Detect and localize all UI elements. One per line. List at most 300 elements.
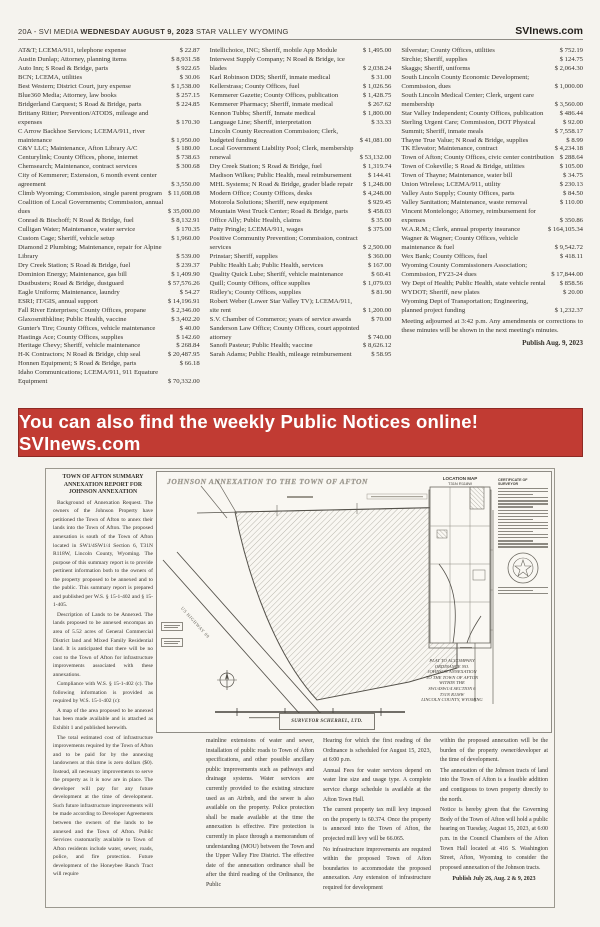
expense-amount: $ 1,200.00 <box>362 306 392 314</box>
expense-description: Town of Thayne; Maintenance, water bill <box>401 172 513 180</box>
page-edition-line <box>18 27 289 36</box>
expense-description: Bridgerland Carquest; S Road & Bridge, parts <box>18 100 142 108</box>
expense-description: Karl Robinson DDS; Sheriff, inmate medical <box>209 73 331 81</box>
expense-entry <box>210 351 392 360</box>
expense-amount: $ 4,234.18 <box>554 145 584 153</box>
expense-entry <box>401 262 583 280</box>
plat-caption-lines <box>409 658 495 703</box>
expense-entry <box>401 172 583 181</box>
region-label: STAR VALLEY WYOMING <box>193 27 289 36</box>
expense-amount: $ 70,332.00 <box>167 378 200 386</box>
expense-column-3 <box>401 47 583 403</box>
notice-col3-paragraphs <box>323 737 431 894</box>
expense-entry <box>401 128 583 137</box>
expense-description: W.A.R.M.; Clerk, annual property insurance <box>401 226 521 234</box>
paragraph: Annual Fees for water services depend on water line size and usage type. A complete service charge schedule is available at the Afton Town Hall. <box>323 767 431 803</box>
expense-description: Fall River Enterprises; County Offices, propane <box>18 306 147 314</box>
expense-description: Eagle Uniform; Maintenance, laundry <box>18 288 120 296</box>
expense-amount: $ 110.00 <box>559 199 584 207</box>
expense-entry <box>401 298 583 316</box>
expense-description: South Lincoln County Economic Development; Commission, dues <box>401 73 530 90</box>
expense-entry <box>401 280 583 289</box>
expense-description: Local Government Liability Pool; Clerk, membership renewal <box>209 145 354 162</box>
expense-entry <box>210 101 392 110</box>
expense-description: Hastings Ace; County Offices, supplies <box>18 333 124 341</box>
expense-entry <box>18 316 200 325</box>
expense-description: Heritage Chevy; Sheriff, vehicle maintenance <box>18 342 141 350</box>
expense-description: MHL Systems; N Road & Bridge, grader blade repair <box>209 181 353 189</box>
expense-description: Union Wireless; LCEMA/911, utility <box>401 181 501 189</box>
expense-description: Wagner & Wagner; County Offices, vehicle maintenance & fuel <box>401 235 519 251</box>
paragraph: A map of the area proposed to be annexed has been made available and is attached as Exhibit 1 and published herewith. <box>53 707 153 731</box>
website-link[interactable]: SVInews.com <box>515 25 583 37</box>
expense-entry <box>18 325 200 334</box>
paragraph: SW1/4SW1/4 SECTION 6 <box>428 685 476 691</box>
expense-description: Robert Weber (Lower Star Valley TV); LCEMA/911, site rent <box>209 297 353 314</box>
expense-description: Brittany Ritter; Prevention/ATODS, mileage and expenses <box>18 109 149 126</box>
expense-description: Valley Sanitation; Maintenance, waste removal <box>401 199 528 207</box>
paragraph: LINCOLN COUNTY, WYOMING <box>421 697 483 703</box>
banner-text: You can also find the weekly Public Notices online! SVInews.com <box>19 410 479 454</box>
expense-amount: $ 360.00 <box>367 252 392 260</box>
expense-description: City of Kemmerer; Extension, 6 month event center agreement <box>18 172 157 189</box>
expense-amount: $ 3,402.20 <box>171 315 200 323</box>
expense-description: South Lincoln Medical Center; Clerk, urgent care membership <box>401 91 535 108</box>
expense-description: Town of Afton; County Offices, civic center contribution <box>401 154 554 162</box>
expense-entry <box>401 65 583 74</box>
expense-description: Culligan Water; Maintenance, water service <box>18 226 136 234</box>
expense-amount: $ 22.87 <box>179 47 200 54</box>
expense-description: Quality Quick Lube; Sheriff, vehicle maintenance <box>209 270 344 278</box>
expense-description: Glaxosmithkline; Public Health, vaccine <box>18 315 127 323</box>
expense-entry <box>18 226 200 235</box>
paragraph: PLAT TO ACCOMPANY <box>429 658 475 663</box>
expense-description: Wex Bank; County Offices, fuel <box>401 252 488 260</box>
expense-amount: $ 2,346.00 <box>171 306 200 314</box>
expense-description: Modern Office; County Offices, desks <box>209 190 313 198</box>
expense-amount: $ 1,026.56 <box>362 82 392 90</box>
expense-description: Kemmerer Pharmacy; Sheriff, inmate medical <box>209 100 334 108</box>
expense-description: C Arrow Backhoe Services; LCEMA/911, river maintenance <box>18 127 146 144</box>
paragraph: mainline extensions of water and sewer, installation of public roads to Town of Afton specifications, and other possible ancillary public improvements such as pathways and drainage systems. Water services are currently provided to the existing structure used as an Airbnb, and the sewer is also available on the property. Police protection shall be made available at the time the annexation is effective. Fire protection is currently in place through a memorandum of understanding (MOU) between the Town and the Upper Valley Fire District. The effective date of the annexation ordinance shall be after the third reading of the Ordinance, the Public <box>206 738 314 888</box>
expense-amount: $ 17,844.00 <box>551 270 584 278</box>
notice-bottom-columns <box>206 737 548 899</box>
expense-entry <box>210 208 392 217</box>
expense-entry <box>18 199 200 217</box>
expense-description: Sanderson Law Office; County Offices, court appointed attorney <box>209 324 360 341</box>
expense-amount: $ 1,000.00 <box>554 82 584 90</box>
expense-entry <box>18 56 200 65</box>
expense-entry <box>401 190 583 199</box>
expense-description: Best Western; District Court, jury expense <box>18 82 132 90</box>
expense-entry <box>210 253 392 262</box>
expense-description: Thayne True Value; N Road & Bridge, supplies <box>401 136 529 144</box>
expense-amount: $ 740.00 <box>367 333 392 341</box>
expense-description: ESRI; IT/GIS, annual support <box>18 297 98 305</box>
expense-entry <box>210 235 392 253</box>
paragraph: T31N R118W <box>439 691 465 697</box>
expense-entry <box>401 208 583 226</box>
expense-amount: $ 70.00 <box>371 315 392 323</box>
notice-col4-paragraphs <box>440 737 548 873</box>
expense-amount: $ 8,132.91 <box>171 217 200 225</box>
expense-entry <box>18 92 200 101</box>
expense-entry <box>18 351 200 360</box>
expense-amount: $ 738.63 <box>176 154 200 162</box>
expense-amount: $ 142.60 <box>176 333 200 341</box>
expense-entry <box>18 289 200 298</box>
expense-entry <box>18 298 200 307</box>
expense-description: Dry Creek Station; S Road & Bridge, fuel <box>18 261 131 269</box>
expense-amount: $ 41,081.00 <box>359 136 392 144</box>
expense-amount: $ 81.90 <box>371 288 392 296</box>
expense-amount: $ 1,950.00 <box>171 136 200 144</box>
expense-report <box>18 47 583 403</box>
expense-description: Lincoln County Recreation Commission; Clerk, budgeted funding <box>209 127 339 144</box>
draft-stamp <box>161 622 183 631</box>
expense-column-1 <box>18 47 200 403</box>
expense-amount: $ 8,626.12 <box>362 342 392 350</box>
expense-entry <box>18 235 200 244</box>
expense-description: Diamond 2 Plumbing; Maintenance, repair for Alpine Library <box>18 243 162 260</box>
expense-description: Auto Inn; S Road & Bridge, parts <box>18 64 109 72</box>
location-map-township: T31N R118W <box>448 481 472 486</box>
expense-amount: $ 4,248.00 <box>362 190 392 198</box>
expense-amount: $ 1,248.00 <box>362 181 392 189</box>
expense-description: Wy Dept of Health; Public Health, state vehicle rental <box>401 279 546 287</box>
notice-col2-paragraphs <box>206 737 314 891</box>
certificate-title: CERTIFICATE OF SURVEYOR <box>498 478 528 486</box>
expense-entry <box>401 137 583 146</box>
expense-entry <box>18 271 200 280</box>
expense-description: Kellerstrass; County Offices, fuel <box>209 82 300 90</box>
expense-entry <box>401 253 583 262</box>
expense-entry <box>18 154 200 163</box>
paragraph: TO THE TOWN OF AFTON <box>425 674 479 680</box>
paragraph: within the proposed annexation will be the burden of the property owner/developer at the time of development. <box>440 738 548 764</box>
expense-amount: $ 35.00 <box>371 217 392 225</box>
expense-entry <box>210 289 392 298</box>
expense-amount: $ 34.75 <box>562 172 584 180</box>
expense-description: Town of Cokeville; S Road & Bridge, utilities <box>401 163 525 171</box>
expense-description: BCN; LCEMA, utilities <box>18 73 83 81</box>
expense-description: Vincent Montelongo; Attorney, reimbursement for expenses <box>401 208 536 225</box>
notice-column-4 <box>440 737 548 899</box>
expense-amount: $ 53,132.00 <box>359 154 392 162</box>
expense-description: Valley Auto Supply; County Offices, parts <box>401 190 515 198</box>
expense-amount: $ 84.50 <box>562 190 584 198</box>
expense-entry <box>401 110 583 119</box>
expense-entry <box>18 83 200 92</box>
expense-description: Public Health Lab; Public Health, services <box>209 261 324 269</box>
expense-description: S.V. Chamber of Commerce; years of service awards <box>209 315 352 323</box>
expense-entry <box>210 316 392 325</box>
expense-amount: $ 8.99 <box>566 136 584 144</box>
expense-amount: $ 2,038.24 <box>362 64 392 72</box>
expense-column-2 <box>210 47 392 403</box>
expense-amount: $ 57,576.26 <box>167 279 200 287</box>
expense-description: Coalition of Local Governments; Commission, annual dues <box>18 199 164 216</box>
expense-amount: $ 180.00 <box>176 145 200 153</box>
expense-entry <box>18 172 200 190</box>
expense-description: Ridley's; County Offices, supplies <box>209 288 302 296</box>
expense-amount: $ 9,542.72 <box>554 243 584 251</box>
expense-amount: $ 170.35 <box>176 226 200 234</box>
expense-amount: $ 929.45 <box>367 199 392 207</box>
expense-amount: $ 144.41 <box>367 172 392 180</box>
expense-entry <box>18 190 200 199</box>
expense-entry <box>210 83 392 92</box>
expense-amount: $ 66.18 <box>179 360 200 368</box>
expense-entry <box>401 56 583 65</box>
expense-entry <box>18 47 200 56</box>
masthead-rule <box>18 39 583 40</box>
expense-description: Idaho Communications; LCEMA/911, 911 Equature Equipment <box>18 369 159 386</box>
expense-amount: $ 224.85 <box>176 100 200 108</box>
expense-entry <box>210 128 392 146</box>
expense-description: Interwest Supply Company; N Road & Bridge, ice blades <box>209 55 345 72</box>
expense-entry <box>210 280 392 289</box>
expense-amount: $ 40.00 <box>179 324 200 332</box>
expense-entry <box>18 74 200 83</box>
expense-amount: $ 1,079.03 <box>362 279 392 287</box>
expense-description: Chemsearch; Maintenance, contract services <box>18 163 138 171</box>
expense-entry <box>210 271 392 280</box>
expense-list-3 <box>401 47 583 316</box>
expense-description: Centurylink; County Offices, phone, internet <box>18 154 138 162</box>
expense-description: Wyoming County Commissioners Association; Commission, FY23-24 dues <box>401 261 528 278</box>
paragraph: Notice is hereby given that the Governing Body of the Town of Afton will hold a public hearing on Tuesday, August 15, 2023, at 6:00 p.m. in the Council Chambers of the Afton Town Hall located at 416 S. Washington Street, Afton, Wyoming to consider the proposed annexation of the Johnson tracts. <box>440 807 548 871</box>
expense-description: Dustbusters; Road & Bridge, dustguard <box>18 279 124 287</box>
expense-description: AT&T; LCEMA/911, telephone expense <box>18 47 127 54</box>
minutes-closing-text: Meeting adjourned at 3:42 p.m. Any amendments or corrections to these minutes will be shown in the next meeting's minutes. <box>401 317 584 334</box>
expense-amount: $ 230.13 <box>559 181 584 189</box>
paragraph: JOHNSON ANNEXATION <box>427 669 477 675</box>
expense-description: Intellichoice, INC; Sheriff, mobile App Module <box>209 47 338 54</box>
expense-description: Star Valley Independent; County Offices, publication <box>401 109 544 117</box>
paragraph: Background of Annexation Request. The owners of the Johnson Property have petitioned the Town of Afton to annex their lands into the Town of Afton. The proposed annexation is south of the Town of Afton located in SW1/4SW1/4 Section 6, T31N R118W, Lincoln County, Wyoming. The purpose of this summary report is to provide pertinent information both to the owners of the property proposed to be annexed and to the public. This summary report is prepared and published per W.S. § 15-1-402 and § 15-1-405. <box>53 499 153 609</box>
expense-description: Sirchie; Sheriff, supplies <box>401 55 468 63</box>
compass-rose-icon <box>217 670 237 690</box>
expense-entry <box>210 172 392 181</box>
expense-entry <box>18 101 200 110</box>
expense-description: Motorola Solutions; Sheriff, new equipment <box>209 199 328 207</box>
expense-amount: $ 350.86 <box>559 217 584 225</box>
expense-entry <box>210 56 392 74</box>
expense-entry <box>18 307 200 316</box>
expense-entry <box>210 145 392 163</box>
expense-amount: $ 257.15 <box>176 91 200 99</box>
expense-amount: $ 267.62 <box>367 100 392 108</box>
expense-description: Conrad & Bischoff; N Road & Bridge, fuel <box>18 217 134 225</box>
expense-entry <box>210 199 392 208</box>
expense-description: Skaggs; Sheriff, uniforms <box>401 64 471 72</box>
paragraph: Hearing for which the first reading of the Ordinance is scheduled for August 15, 2023, at 6:00 p.m. <box>323 738 431 764</box>
expense-description: Language Line; Sheriff, interpretation <box>209 118 312 126</box>
plat-map <box>156 471 552 733</box>
expense-amount: $ 20,487.95 <box>167 351 200 359</box>
notice-col1-paragraphs <box>53 499 153 879</box>
public-notices-banner[interactable] <box>18 408 583 457</box>
expense-amount: $ 105.00 <box>559 163 584 171</box>
expense-entry <box>401 163 583 172</box>
surveyor-firm-name: SURVEYOR SCHERBEL, LTD. <box>291 719 363 724</box>
expense-entry <box>401 181 583 190</box>
expense-entry <box>18 369 200 387</box>
page-number: 20A - SVI MEDIA <box>18 27 81 36</box>
notice-column-1 <box>53 474 153 880</box>
expense-amount: $ 60.41 <box>371 270 392 278</box>
expense-amount: $ 858.56 <box>559 279 584 287</box>
expense-entry <box>18 145 200 154</box>
expense-entry <box>210 119 392 128</box>
expense-list-1 <box>18 47 200 387</box>
expense-entry <box>210 342 392 351</box>
expense-entry <box>210 190 392 199</box>
expense-entry <box>18 342 200 351</box>
draft-stamp <box>161 638 183 647</box>
expense-entry <box>210 163 392 172</box>
expense-entry <box>18 360 200 369</box>
expense-entry <box>401 226 583 235</box>
expense-amount: $ 1,538.00 <box>171 82 200 90</box>
notice-column-3 <box>323 737 431 899</box>
expense-amount: $ 31.00 <box>371 73 392 81</box>
expense-entry <box>401 289 583 298</box>
expense-amount: $ 8,931.58 <box>171 55 200 63</box>
expense-description: Mountain West Truck Center; Road & Bridge, parts <box>209 208 348 216</box>
expense-entry <box>401 235 583 253</box>
expense-entry <box>401 145 583 154</box>
plat-map-title: JOHNSON ANNEXATION TO THE TOWN OF AFTON <box>167 477 369 486</box>
expense-entry <box>18 334 200 343</box>
expense-amount: $ 1,232.37 <box>554 306 584 314</box>
expense-description: C&V LLC; Maintenance, Afton Library A/C <box>18 145 138 153</box>
expense-list-2 <box>210 47 392 360</box>
expense-entry <box>210 110 392 119</box>
expense-entry <box>401 47 583 56</box>
expense-description: Austin Dunlap; Attorney, planning items <box>18 55 127 63</box>
expense-entry <box>401 199 583 208</box>
paragraph: The current property tax mill levy imposed on the property is 60.374. Once the property is annexed into the Town of Afton, the projected mill levy will be 66.065. <box>323 807 431 842</box>
expense-description: TK Elevator; Maintenance, contract <box>401 145 498 153</box>
expense-amount: $ 92.00 <box>562 118 584 126</box>
expense-entry <box>210 262 392 271</box>
expense-description: Madison Wilkes; Public Health, meal reimbursement <box>209 172 352 180</box>
expense-amount: $ 239.37 <box>176 261 200 269</box>
plat-caption <box>409 658 495 703</box>
masthead <box>18 25 583 37</box>
expense-entry <box>18 128 200 146</box>
expense-amount: $ 167.00 <box>367 261 392 269</box>
expense-amount: $ 58.95 <box>371 351 392 359</box>
paragraph: The total estimated cost of infrastructure improvements required by the Town of Afton and to be paid for by the annexing landowners at this time is zero dollars ($0). Instead, all necessary improvements to serve the property as it is now are in place. The developer will pay for any future development at the time of development. Such future infrastructure improvements will be made according to Developer Agreements between the owners of the lands to be annexed and the Town of Afton. Public Services customarily available to Town of Afton residents include water, sewer, roads, police, and fire protection. Future development of the Honeybee Ranch Tract will require <box>53 734 153 878</box>
expense-description: Prinstar; Sheriff, supplies <box>209 252 278 260</box>
surveyor-seal-icon <box>506 551 540 585</box>
expense-amount: $ 300.68 <box>176 163 200 171</box>
expense-amount: $ 418.11 <box>559 252 584 260</box>
notice-column-2 <box>206 737 314 899</box>
expense-amount: $ 539.00 <box>176 252 200 260</box>
highway-label: US HIGHWAY 89 <box>179 605 211 640</box>
expense-amount: $ 20.00 <box>562 288 584 296</box>
paragraph: WITHIN THE <box>439 680 465 686</box>
paragraph: Compliance with W.S. § 15-1-402 (c). The following information is provided as required by W.S. 15-1-402 (c): <box>53 681 153 705</box>
expense-description: Honnen Equipment; S Road & Bridge, parts <box>18 360 137 368</box>
expense-description: H-K Contractors; N Road & Bridge, chip seal <box>18 351 141 359</box>
expense-amount: $ 922.65 <box>176 64 200 72</box>
expense-amount: $ 268.84 <box>176 342 200 350</box>
expense-entry <box>18 110 200 128</box>
expense-description: Gunter's Tire; County Offices, vehicle maintenance <box>18 324 156 332</box>
expense-description: Dominion Energy; Maintenance, gas bill <box>18 270 127 278</box>
expense-amount: $ 752.19 <box>559 47 584 54</box>
expense-entry <box>18 280 200 289</box>
expense-description: Sarah Adams; Public Health, mileage reimbursement <box>209 351 352 359</box>
expense-description: Blue360 Media; Attorney, law books <box>18 91 117 99</box>
expense-description: Quill; County Offices, office supplies <box>209 279 311 287</box>
publish-date-minutes: Publish Aug. 9, 2023 <box>522 338 584 347</box>
expense-amount: $ 1,428.75 <box>362 91 392 99</box>
expense-entry <box>401 74 583 92</box>
expense-entry <box>210 47 392 56</box>
location-map-inset <box>429 476 491 649</box>
expense-amount: $ 486.44 <box>559 109 584 117</box>
expense-amount: $ 124.75 <box>559 55 584 63</box>
expense-amount: $ 170.30 <box>176 118 200 126</box>
paragraph: Description of Lands to be Annexed. The lands proposed to be annexed encompas an area of 5.52 acres of General Commercial District land and Mixed Family Residential land. It is anticipated that there will be no cost to the Town of Afton for infrastructure improvements associated with these annexations. <box>53 611 153 678</box>
expense-amount: $ 288.64 <box>559 154 584 162</box>
expense-description: Positive Community Prevention; Commission, contract services <box>209 235 358 251</box>
annexation-notice <box>45 468 555 908</box>
expense-amount: $ 3,550.00 <box>171 181 200 189</box>
expense-description: Office Ally; Public Health, claims <box>209 217 301 225</box>
expense-entry <box>18 244 200 262</box>
expense-entry <box>18 217 200 226</box>
expense-amount: $ 1,800.00 <box>362 109 392 117</box>
publish-date-notice: Publish July 26, Aug. 2 & 9, 2023 <box>452 876 536 883</box>
expense-amount: $ 35,000.00 <box>167 208 200 216</box>
expense-description: Climb Wyoming; Commission, single parent program <box>18 190 162 198</box>
expense-amount: $ 1,319.74 <box>362 163 392 171</box>
expense-description: Sterling Urgent Care; Commission, DOT Physical <box>401 118 536 126</box>
expense-entry <box>18 262 200 271</box>
expense-entry <box>210 74 392 83</box>
expense-amount: $ 30.06 <box>179 73 200 81</box>
expense-amount: $ 33.33 <box>371 118 392 126</box>
expense-description: Custom Cage; Sheriff, vehicle setup <box>18 235 115 243</box>
expense-amount: $ 1,960.00 <box>171 235 200 243</box>
surveyor-firm-box <box>279 713 375 730</box>
expense-amount: $ 1,409.90 <box>171 270 200 278</box>
paragraph: The annexation of the Johnson tracts of land into the Town of Afton is a feasible addition and contiguous to town property directly to the north. <box>440 767 548 803</box>
expense-description: Summit; Sheriff, inmate meals <box>401 127 484 135</box>
paragraph: No infrastructure improvements are required within the proposed Town of Afton boundaries to accommodate the proposed annexation. Any extension of infrastructure required for development <box>323 846 431 891</box>
expense-amount: $ 14,196.91 <box>167 297 200 305</box>
expense-entry <box>210 92 392 101</box>
expense-entry <box>210 226 392 235</box>
expense-amount: $ 3,560.00 <box>554 100 584 108</box>
paragraph: ORDINANCE NO. <box>434 663 470 669</box>
expense-entry <box>18 163 200 172</box>
expense-description: Kemmerer Gazette; County Offices, publication <box>209 91 339 99</box>
expense-entry <box>210 298 392 316</box>
expense-description: Dry Creek Station; S Road & Bridge, fuel <box>209 163 322 171</box>
expense-amount: $ 164,105.34 <box>547 226 584 234</box>
notice-heading: TOWN OF AFTON SUMMARY ANNEXATION REPORT FOR JOHNSON ANNEXATION <box>62 474 144 496</box>
location-map-label: LOCATION MAP <box>442 476 478 481</box>
expense-entry <box>18 65 200 74</box>
